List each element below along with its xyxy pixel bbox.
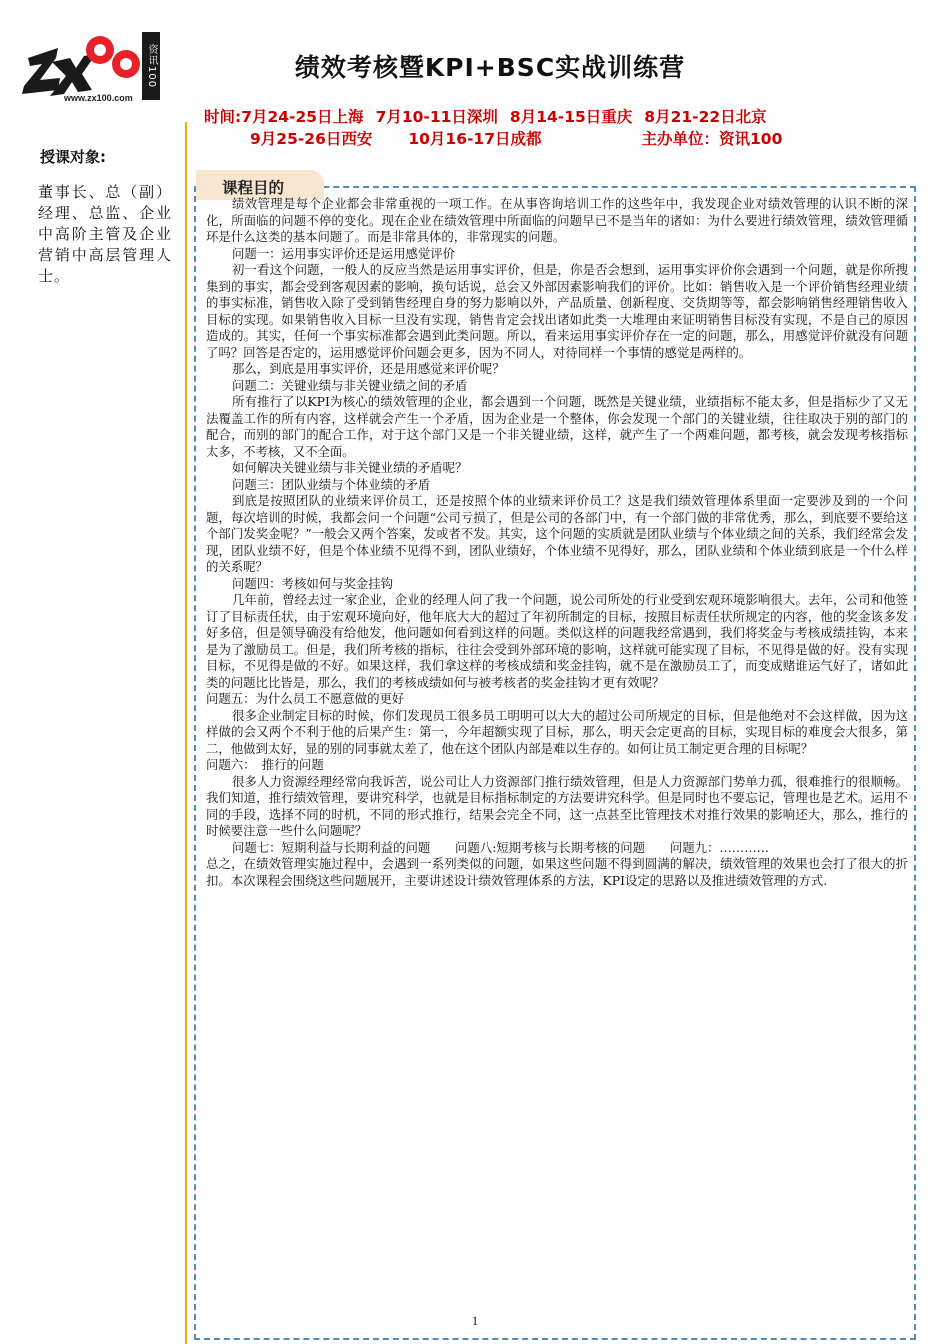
- question-heading: 问题四：考核如何与奖金挂钩: [232, 575, 394, 591]
- page-number: 1: [471, 1313, 479, 1328]
- paragraph: 到底是按照团队的业绩来评价员工，还是按照个体的业绩来评价员工？这是我们绩效管理体系里面一定要涉及到的一个问题，每次培训的时候，我都会问一个问题“公司亏损了，但是公司的各部门中，有一个部门做的非常优秀，那么，到底要不要给这个部门发奖金呢？”一般会又两个答案，发或者不发。其实，这个问题的实质就是团队业绩与个体业绩之间的关系，我们经常会发现，团队业绩不好，但是个体业绩不见得不到，团队业绩好，个体业绩不见得好，那么，团队业绩和个体业绩到底是一个什么样的关系呢？: [206, 493, 908, 574]
- schedule-line-2: [204, 128, 782, 150]
- schedule-item: 8月21-22日北京: [644, 108, 767, 126]
- course-purpose-text: [206, 196, 908, 889]
- schedule-item: 7月10-11日深圳: [375, 108, 498, 126]
- section-tab: 课程目的: [196, 170, 324, 200]
- paragraph: 很多人力资源经理经常向我诉苦，说公司让人力资源部门推行绩效管理，但是人力资源部门势单力孤，很难推行的很顺畅。我们知道，推行绩效管理，要讲究科学，也就是目标指标制定的方法要讲究科学。但是同时也不要忘记，管理也是艺术。运用不同的手段，选择不同的时机，不同的形式推行，结果会完全不同，这一点甚至比管理技术对推行效果的影响还大，那么，推行的时候要注意一些什么问题呢？: [206, 773, 908, 838]
- schedule-item: 8月14-15日重庆: [509, 108, 633, 126]
- logo-vertical-tag: 资讯100: [142, 32, 160, 100]
- column-divider: [185, 122, 187, 1344]
- organizer: 主办单位：资讯100: [641, 130, 783, 148]
- question-heading: 问题一：运用事实评价还是运用感觉评价: [232, 245, 456, 261]
- paragraph: 初一看这个问题，一般人的反应当然是运用事实评价，但是，你是否会想到，运用事实评价你会遇到一个问题，就是你所搜集到的事实，都会受到客观因素的影响，换句话说，总会又外部因素影响我们的评价。比如：销售收入是一个评价销售经理业绩的事实标准，销售收入除了受到销售经理自身的努力影响以外，产品质量、创新程度、交货期等等，都会影响销售经理销售收入目标的实现。如果销售收入目标一旦没有实现，销售肯定会找出诸如此类一大堆理由来证明销售目标没有实现，不是自己的原因造成的。其实，任何一个事实标准都会遇到此类问题。所以，看来运用事实评价存在一定的问题，那么，用感觉评价就没有问题了吗？回答是否定的，运用感觉评价问题会更多，因为不同人，对待同样一个事情的感觉是两样的。: [206, 262, 908, 360]
- schedule-item: 7月24-25日上海: [241, 108, 364, 126]
- schedule: [204, 106, 782, 150]
- logo-url: www.zx100.com: [64, 93, 133, 103]
- question-heading: 问题六： 推行的问题: [206, 757, 324, 772]
- paragraph: 几年前，曾经去过一家企业，企业的经理人问了我一个问题，说公司所处的行业受到宏观环境影响很大。去年，公司和他签订了目标责任状，由于宏观环境向好，他年底大大的超过了年初所制定的目标，按照目标责任状所规定的内容，他的奖金该多发好多倍，但是领导确没有给他发，他问题如何看到这样的问题。类似这样的问题我经常遇到，我们将奖金与考核成绩挂钩，本来是为了激励员工。但是，我们所考核的指标，往往会受到外部环境的影响，这样就可能实现了目标，不见得是做的好。没有实现目标，不见得是做的不好。如果这样，我们拿这样的考核成绩和奖金挂钩，就不是在激励员工了，而变成赌谁运气好了，诸如此类的问题比比皆是，那么，我们的考核成绩如何与被考核者的奖金挂钩才更有效呢？: [206, 592, 908, 690]
- schedule-item: 9月25-26日西安: [250, 130, 373, 148]
- paragraph: 如何解决关键业绩与非关键业绩的矛盾呢？: [232, 460, 468, 475]
- question-heading: 问题五：为什么员工不愿意做的更好: [206, 691, 405, 706]
- schedule-prefix: 时间:: [204, 108, 242, 126]
- question-heading: 问题三：团队业绩与个体业绩的矛盾: [232, 476, 431, 492]
- schedule-item: 10月16-17日成都: [408, 130, 542, 148]
- paragraph: 所有推行了以KPI为核心的绩效管理的企业，都会遇到一个问题，既然是关键业绩，业绩指标不能太多，但是指标少了又无法覆盖工作的所有内容，这样就会产生一个矛盾，因为企业是一个整体，你会发现一个部门的关键业绩，往往取决于别的部门的配合，而别的部门的配合工作，对于这个部门又是一个非关键业绩，这样，就产生了一个两难问题，都考核，就会发现考核指标太多，不考核，又不全面。: [206, 394, 908, 459]
- audience-title: 授课对象:: [40, 148, 106, 166]
- paragraph: 绩效管理是每个企业都会非常重视的一项工作。在从事咨询培训工作的这些年中，我发现企业对绩效管理的认识不断的深化，所面临的问题不停的变化。现在企业在绩效管理中所面临的问题早已不是当年的诸如：为什么要进行绩效管理，绩效管理循环是什么这类的基本问题了。而是非常具体的，非常现实的问题。: [206, 196, 908, 244]
- paragraph: 那么，到底是用事实评价，还是用感觉来评价呢？: [232, 361, 505, 376]
- question-list: 问题七：短期利益与长期利益的问题 问题八:短期考核与长期考核的问题 问题九：…………: [232, 839, 769, 855]
- audience-body: 董事长、总（副）经理、总监、企业中高阶主管及企业营销中高层管理人士。: [38, 183, 172, 285]
- schedule-line-1: [204, 106, 782, 128]
- paragraph: 总之，在绩效管理实施过程中，会遇到一系列类似的问题，如果这些问题不得到圆满的解决，绩效管理的效果也会打了很大的折扣。本次课程会围绕这些问题展开，主要讲述设计绩效管理体系的方法，KPI设定的思路以及推进绩效管理的方式.: [206, 856, 908, 888]
- question-heading: 问题二：关键业绩与非关键业绩之间的矛盾: [232, 377, 468, 393]
- page-title: 绩效考核暨KPI+BSC实战训练营: [294, 53, 686, 82]
- paragraph: 很多企业制定目标的时候，你们发现员工很多员工明明可以大大的超过公司所规定的目标，但是他绝对不会这样做，因为这样做的会又两个不利于他的后果产生：第一，今年超额实现了目标，那么，明天会定更高的目标，实现目标的难度会大很多，第二，他做到太好，显的别的同事就太差了，他在这个团队内部是难以生存的。如何让员工制定更合理的目标呢？: [206, 707, 908, 756]
